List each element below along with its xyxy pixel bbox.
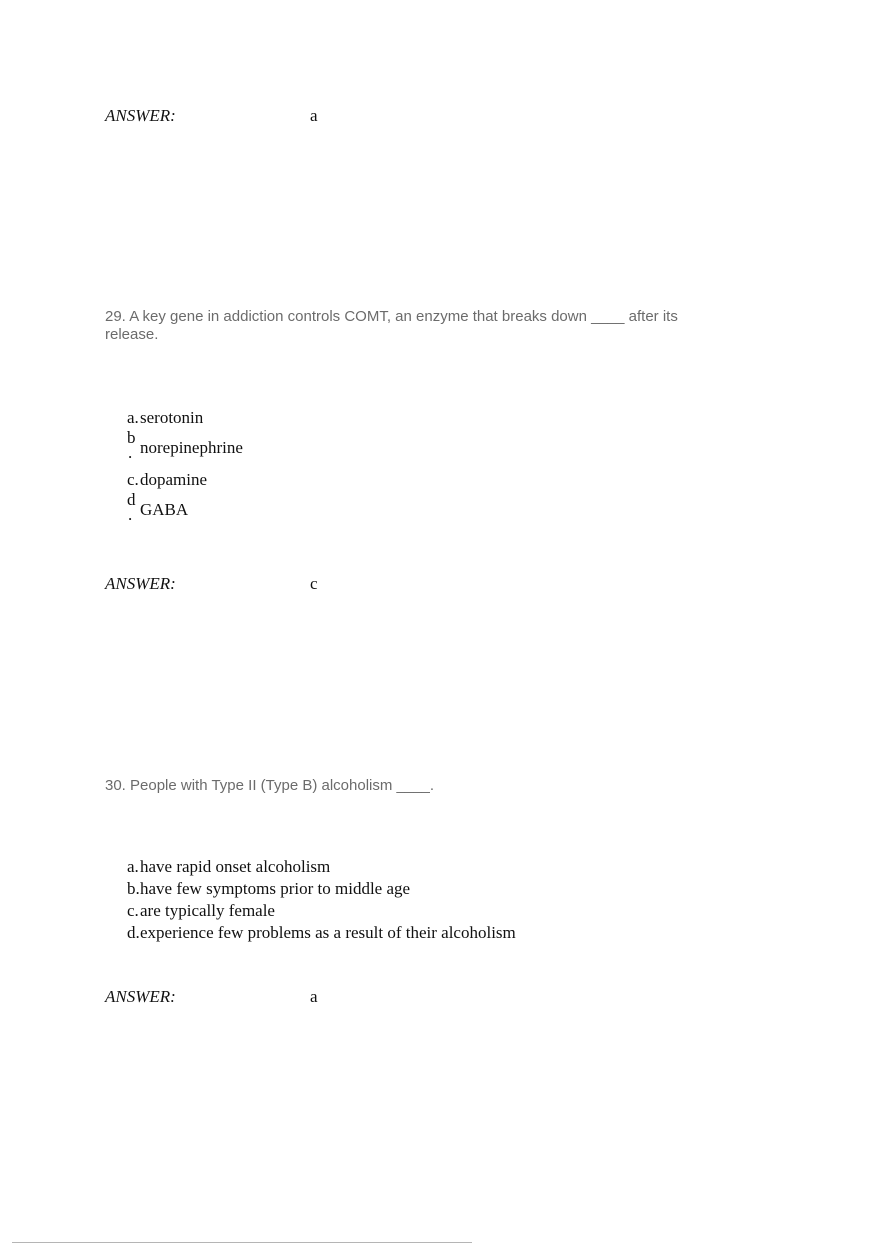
answer-row bbox=[105, 574, 505, 598]
option-letter: a. bbox=[127, 408, 139, 427]
question-30-text: 30. People with Type II (Type B) alcoholism ____. bbox=[105, 777, 435, 794]
option-text: serotonin bbox=[140, 408, 204, 427]
option-letter: b. bbox=[127, 879, 140, 898]
option-text: norepinephrine bbox=[140, 438, 243, 457]
option-letter-dot: . bbox=[128, 443, 133, 462]
option-letter: b bbox=[127, 428, 136, 447]
option-letter: d bbox=[127, 490, 136, 509]
option-letter: d. bbox=[127, 923, 140, 942]
answer-row bbox=[105, 987, 505, 1011]
option-letter: c. bbox=[127, 470, 139, 489]
answer-value: a bbox=[310, 106, 318, 125]
footer-divider bbox=[12, 1242, 472, 1243]
answer-value: c bbox=[310, 574, 318, 593]
option-letter: c. bbox=[127, 901, 139, 920]
option-text: GABA bbox=[140, 500, 189, 519]
answer-label: ANSWER: bbox=[105, 106, 176, 125]
question-29-text: 29. A key gene in addiction controls COMT, an enzyme that breaks down ____ after its release. bbox=[105, 308, 678, 343]
option-text: are typically female bbox=[140, 901, 275, 920]
option-text: dopamine bbox=[140, 470, 208, 489]
answer-label: ANSWER: bbox=[105, 574, 176, 593]
answer-label: ANSWER: bbox=[105, 987, 176, 1006]
answer-value: a bbox=[310, 987, 318, 1006]
answer-row bbox=[105, 106, 505, 130]
option-text: experience few problems as a result of their alcoholism bbox=[140, 923, 516, 942]
option-letter: a. bbox=[127, 857, 139, 876]
option-text: have few symptoms prior to middle age bbox=[140, 879, 411, 898]
option-text: have rapid onset alcoholism bbox=[140, 857, 331, 876]
option-letter-dot: . bbox=[128, 505, 133, 524]
